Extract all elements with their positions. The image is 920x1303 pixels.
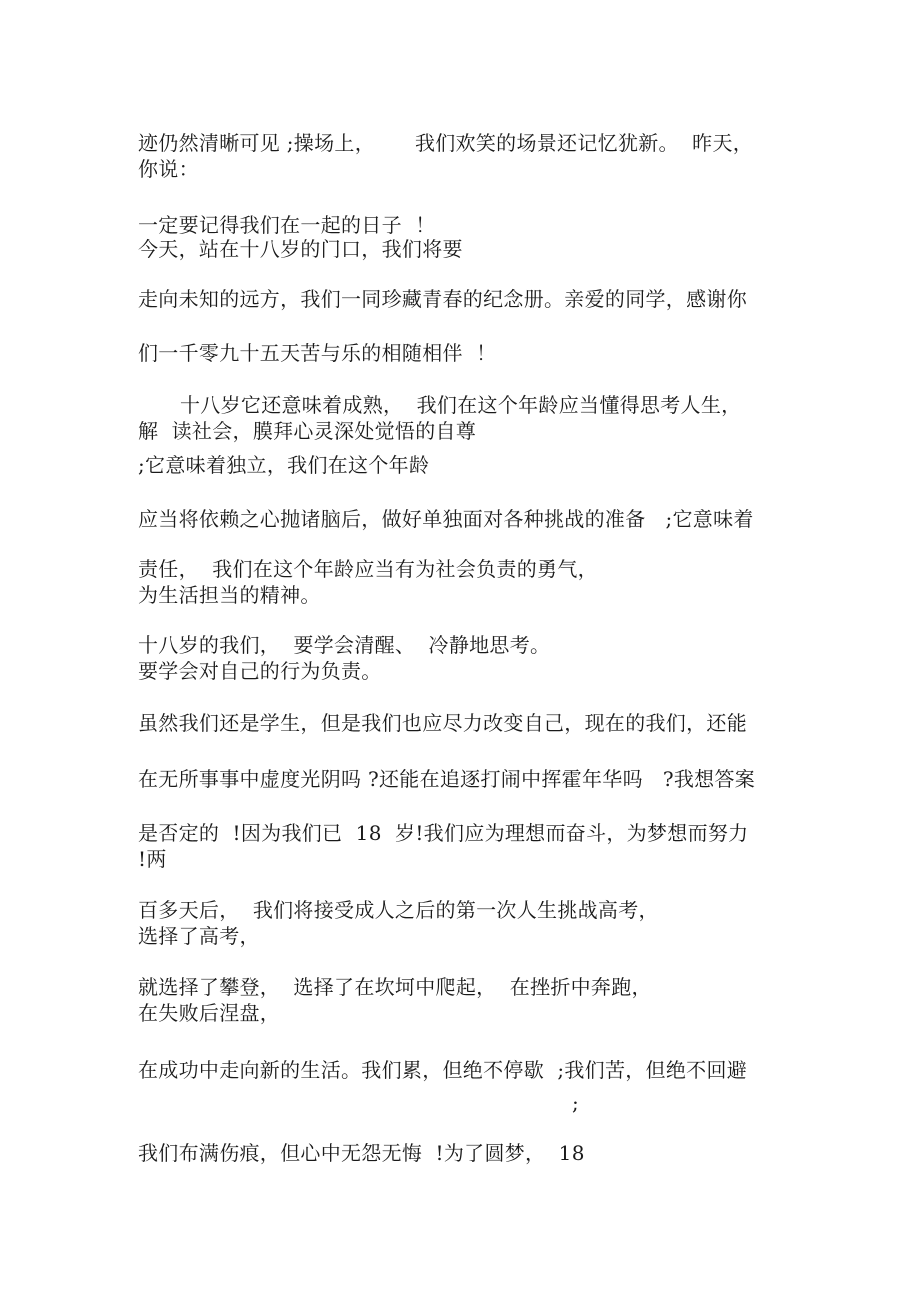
text-line: 今天，站在十八岁的门口，我们将要 <box>138 237 463 261</box>
text-line: 在失败后涅盘， <box>138 1001 281 1025</box>
text-line: 在无所事事中虚度光阴吗 ?还能在追逐打闹中挥霍年华吗 ?我想答案 <box>138 767 756 791</box>
text-line: 为生活担当的精神。 <box>138 583 321 607</box>
text-line: 我们布满伤痕，但心中无怨无悔 !为了圆梦， 18 <box>138 1141 585 1165</box>
text-line: 你说： <box>138 157 199 181</box>
text-line: 是否定的 !因为我们已 18 岁!我们应为理想而奋斗，为梦想而努力 <box>138 821 749 845</box>
text-line: 应当将依赖之心抛诸脑后，做好单独面对各种挑战的准备 ;它意味着 <box>138 507 754 531</box>
text-line: 十八岁它还意味着成熟， 我们在这个年龄应当懂得思考人生， <box>180 393 742 417</box>
text-line: 十八岁的我们， 要学会清醒、 冷静地思考。 <box>138 633 551 657</box>
text-line: 百多天后， 我们将接受成人之后的第一次人生挑战高考， <box>138 898 659 922</box>
text-line: 就选择了攀登， 选择了在坎坷中爬起， 在挫折中奔跑， <box>138 975 652 999</box>
text-line: 要学会对自己的行为负责。 <box>138 659 382 683</box>
text-line: !两 <box>138 847 167 871</box>
text-line: 一定要记得我们在一起的日子 ！ <box>138 213 436 237</box>
text-line: 迹仍然清晰可见 ;操场上， 我们欢笑的场景还记忆犹新。 昨天， <box>138 131 754 155</box>
text-line: 选择了高考， <box>138 924 260 948</box>
text-line: 在成功中走向新的生活。我们累，但绝不停歇 ;我们苦，但绝不回避 <box>138 1058 748 1082</box>
text-line: 走向未知的远方，我们一同珍藏青春的纪念册。亲爱的同学，感谢你 <box>138 287 747 311</box>
text-line: 们一千零九十五天苦与乐的相随相伴 ！ <box>138 341 497 365</box>
text-line: ; <box>572 1091 580 1115</box>
text-line: ;它意味着独立，我们在这个年龄 <box>138 453 430 477</box>
text-line: 解 读社会，膜拜心灵深处觉悟的自尊 <box>138 419 477 443</box>
text-line: 虽然我们还是学生，但是我们也应尽力改变自己，现在的我们，还能 <box>138 711 747 735</box>
text-line: 责任， 我们在这个年龄应当有为社会负责的勇气， <box>138 557 598 581</box>
